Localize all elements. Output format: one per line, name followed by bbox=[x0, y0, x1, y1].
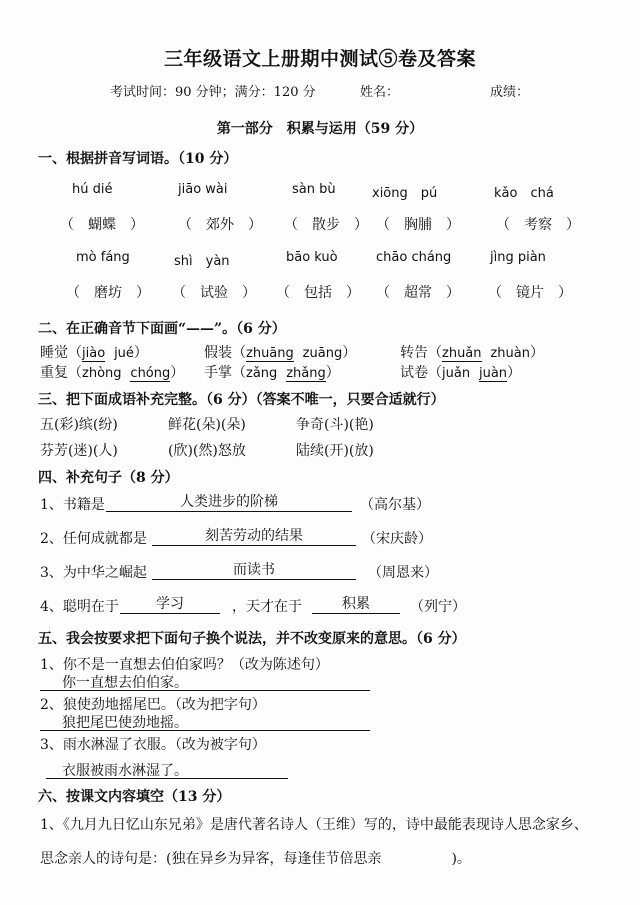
sentence-prefix: 1、书籍是 bbox=[40, 497, 105, 513]
rewrite-question: 2、狼使劲地摇尾巴。（改为把字句） bbox=[40, 697, 266, 713]
idiom-item: 鲜花(朵)(朵) bbox=[168, 417, 246, 433]
syllable-option: juǎn bbox=[442, 366, 471, 381]
score-label: 成绩： bbox=[490, 85, 530, 100]
section-5-heading: 五、我会按要求把下面句子换个说法，并不改变原来的意思。（6 分） bbox=[38, 631, 466, 647]
sentence-prefix: 3、为中华之崛起 bbox=[40, 565, 147, 581]
syllable-item: 睡觉（jiào jué） bbox=[40, 345, 148, 361]
answer-word: （ 试验 ） bbox=[172, 285, 256, 301]
answer-line bbox=[40, 729, 370, 731]
syllable-option-correct: zhuǎn bbox=[442, 346, 482, 361]
syllable-item: 假装（zhuāng zuāng） bbox=[204, 345, 357, 361]
rewrite-answer: 狼把尾巴使劲地摇。 bbox=[62, 715, 188, 731]
answer-word: （ 郊外 ） bbox=[178, 217, 262, 233]
idiom-item: 争奇(斗)(艳) bbox=[296, 417, 374, 433]
answer-word: （ 散步 ） bbox=[284, 217, 368, 233]
pinyin: sàn bù bbox=[292, 182, 336, 197]
section-6-heading: 六、按课文内容填空（13 分） bbox=[38, 789, 231, 805]
rewrite-question: 1、你不是一直想去伯伯家吗？（改为陈述句） bbox=[40, 657, 329, 673]
syllable-option: zǎng bbox=[246, 366, 278, 381]
fill-blank-answer: 积累 bbox=[312, 596, 400, 614]
syllable-item: 手掌（zǎng zhǎng） bbox=[204, 365, 340, 381]
quote-source: （高尔基） bbox=[360, 497, 430, 513]
answer-word: （ 磨坊 ） bbox=[66, 285, 150, 301]
fill-blank-answer: 而读书 bbox=[152, 562, 356, 580]
syllable-item: 试卷（juǎn juàn） bbox=[400, 365, 522, 381]
rewrite-answer: 你一直想去伯伯家。 bbox=[62, 675, 188, 691]
quote-source: （列宁） bbox=[410, 599, 466, 615]
syllable-item: 重复（zhòng chóng） bbox=[40, 365, 185, 381]
fill-blank-answer: 学习 bbox=[120, 596, 220, 614]
pinyin: hú dié bbox=[72, 182, 113, 197]
pinyin: kǎo chá bbox=[494, 186, 554, 201]
syllable-option-correct: zhǎng bbox=[286, 366, 326, 381]
answer-word: （ 超常 ） bbox=[376, 285, 460, 301]
syllable-option-correct: zhuāng bbox=[246, 346, 294, 361]
syllable-option-correct: chóng bbox=[130, 366, 171, 381]
idiom-item: 五(彩)缤(纷) bbox=[40, 417, 118, 433]
answer-line bbox=[46, 777, 288, 779]
quote-source: （周恩来） bbox=[368, 565, 438, 581]
fill-blank-answer: 人类进步的阶梯 bbox=[106, 494, 352, 512]
answer-word: （ 胸脯 ） bbox=[376, 217, 460, 233]
syllable-option: zhòng bbox=[82, 366, 122, 381]
section-4-heading: 四、补充句子（8 分） bbox=[38, 470, 179, 486]
answer-line bbox=[40, 689, 370, 691]
section-1-heading: 一、根据拼音写词语。（10 分） bbox=[38, 151, 238, 167]
idiom-item: (欣)(然)怒放 bbox=[168, 443, 246, 459]
sentence-middle: ，天才在于 bbox=[232, 599, 302, 615]
page-title: 三年级语文上册期中测试⑤卷及答案 bbox=[163, 48, 476, 70]
name-label: 姓名： bbox=[360, 85, 400, 100]
exam-time-info: 考试时间：90 分钟；满分：120 分 bbox=[110, 85, 316, 100]
syllable-option: zuāng bbox=[302, 346, 343, 361]
idiom-item: 芬芳(迷)(人) bbox=[40, 443, 118, 459]
section-3-heading: 三、把下面成语补充完整。（6 分）（答案不唯一，只要合适就行） bbox=[38, 392, 445, 408]
answer-word: （ 考察 ） bbox=[496, 217, 580, 233]
pinyin: jìng piàn bbox=[490, 250, 546, 265]
syllable-option-correct: jiào bbox=[82, 346, 106, 361]
fill-blank-answer: 刻苦劳动的结果 bbox=[152, 528, 356, 546]
pinyin: mò fáng bbox=[76, 250, 130, 265]
pinyin: jiāo wài bbox=[178, 182, 228, 197]
answer-word: （ 包括 ） bbox=[276, 285, 360, 301]
pinyin: shì yàn bbox=[174, 254, 230, 269]
syllable-option: jué bbox=[114, 346, 134, 361]
pinyin: chāo cháng bbox=[376, 250, 452, 265]
sentence-prefix: 2、任何成就都是 bbox=[40, 531, 147, 547]
fill-in-text: 思念亲人的诗句是：(独在异乡为异客，每逢佳节倍思亲 )。 bbox=[40, 851, 471, 867]
rewrite-question: 3、雨水淋湿了衣服。（改为被字句） bbox=[40, 737, 266, 753]
section-2-heading: 二、在正确音节下面画“——”。（6 分） bbox=[38, 321, 286, 337]
part-one-heading: 第一部分 积累与运用（59 分） bbox=[216, 121, 424, 137]
syllable-option: zhuàn bbox=[490, 346, 530, 361]
quote-source: （宋庆龄） bbox=[362, 531, 432, 547]
rewrite-answer: 衣服被雨水淋湿了。 bbox=[62, 763, 188, 779]
syllable-option-correct: juàn bbox=[478, 366, 508, 381]
sentence-prefix: 4、聪明在于 bbox=[40, 599, 119, 615]
idiom-item: 陆续(开)(放) bbox=[296, 443, 374, 459]
pinyin: bāo kuò bbox=[286, 250, 338, 265]
pinyin: xiōng pú bbox=[372, 186, 438, 201]
syllable-item: 转告（zhuǎn zhuàn） bbox=[400, 345, 544, 361]
answer-word: （ 蝴蝶 ） bbox=[60, 217, 144, 233]
answer-word: （ 镜片 ） bbox=[488, 285, 572, 301]
fill-in-text: 1、《九月九日忆山东兄弟》是唐代著名诗人（王维）写的，诗中最能表现诗人思念家乡、 bbox=[40, 817, 588, 833]
